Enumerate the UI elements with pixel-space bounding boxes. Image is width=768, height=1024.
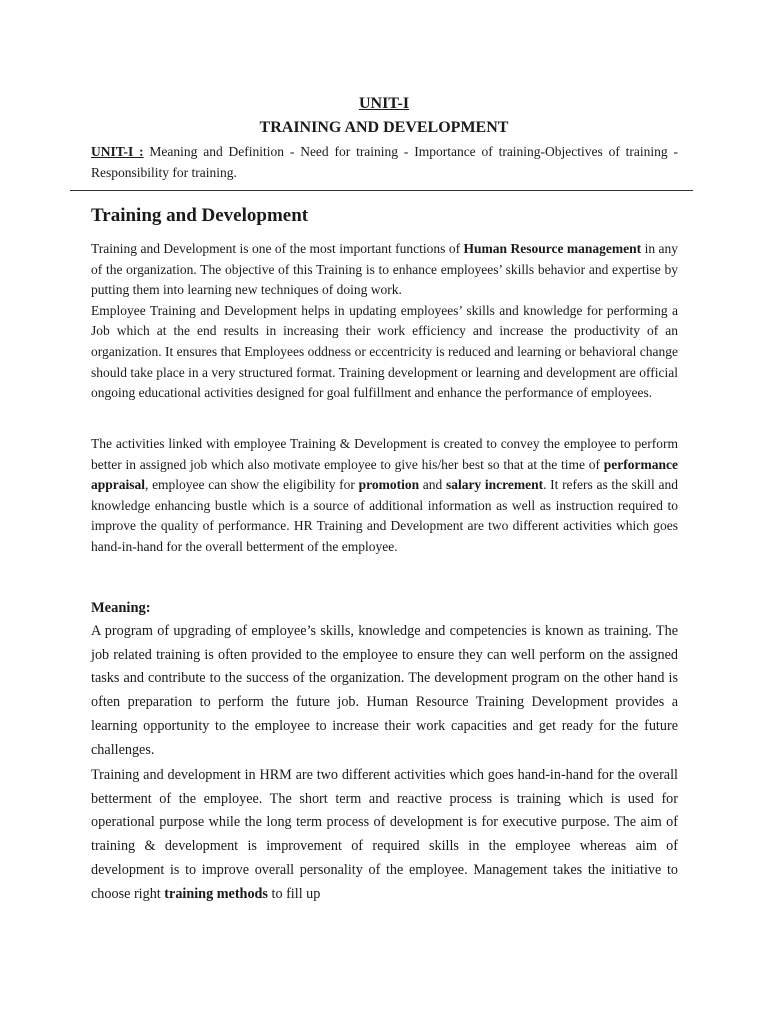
- paragraph-hrm: [91, 764, 678, 906]
- syllabus-text: Meaning and Definition - Need for training - Importance of training-Objectives of training -Responsibility for training.: [91, 144, 678, 180]
- meaning-heading: Meaning:: [91, 600, 151, 616]
- paragraph-text: Employee Training and Development helps in updating employees’ skills and knowledge for performing a Job which at the end results in increasing their work efficiency and increase the productivity of an organization. It ensures that Employees oddness or eccentricity is reduced and learning or behavioral change should take place in a very structured format. Training development or learning and development are official ongoing educational activities designed for goal fulfillment and enhance the performance of employees.: [91, 302, 678, 401]
- bold-term: Human Resource management: [463, 241, 642, 256]
- bold-term: salary increment: [445, 477, 544, 493]
- document-title: TRAINING AND DEVELOPMENT: [259, 119, 509, 136]
- horizontal-divider: [70, 190, 693, 191]
- paragraph-text: Training and development in HRM are two different activities which goes hand-in-hand for the overall betterment of the employee. The short term and reactive process is training which is used for operational purpose while the long term process of development is for executive purpose. The aim of training & development is improvement of required skills in the employee whereas aim of development is to improve overall personality of the employee. Management takes the initiative to choose right: [91, 767, 678, 902]
- paragraph-text: Training and Development is one of the most important functions of: [91, 241, 464, 256]
- unit-title: UNIT-I: [358, 95, 410, 112]
- bold-term: training methods: [164, 885, 268, 902]
- paragraph-text: and: [419, 477, 446, 493]
- paragraph-meaning: A program of upgrading of employee’s skills, knowledge and competencies is known as training. The job related training is often provided to the employee to ensure they can well perform on the assigned tasks and contribute to the success of the organization. The development program on the other hand is often preparation to perform the future job. Human Resource Training Development provides a learning opportunity to the employee to increase their work capacities and get ready for the future challenges.: [91, 623, 678, 758]
- paragraph-text: to fill up: [267, 885, 321, 902]
- syllabus-label: UNIT-I :: [91, 144, 144, 159]
- paragraph-activities: [91, 434, 678, 558]
- paragraph-text: The activities linked with employee Training & Development is created to convey the employee to perform better in assigned job which also motivate employee to give his/her best so that at the time of: [91, 436, 678, 472]
- paragraph-text: in any of the organization. The objective of this Training is to enhance employees’ skills behavior and expertise by putting them into learning new techniques of doing work.: [91, 241, 678, 298]
- bold-term: performance appraisal: [91, 456, 678, 493]
- syllabus-line: [91, 141, 678, 183]
- paragraph-text: . It refers as the skill and knowledge enhancing bustle which is a source of additional information as well as instruction required to improve the quality of performance. HR Training and Development are two different activities which goes hand-in-hand for the overall betterment of the employee.: [91, 477, 678, 554]
- paragraph-intro: [91, 239, 678, 404]
- section-heading: Training and Development: [91, 205, 309, 226]
- paragraph-text: , employee can show the eligibility for: [145, 477, 359, 493]
- bold-term: promotion: [358, 477, 420, 493]
